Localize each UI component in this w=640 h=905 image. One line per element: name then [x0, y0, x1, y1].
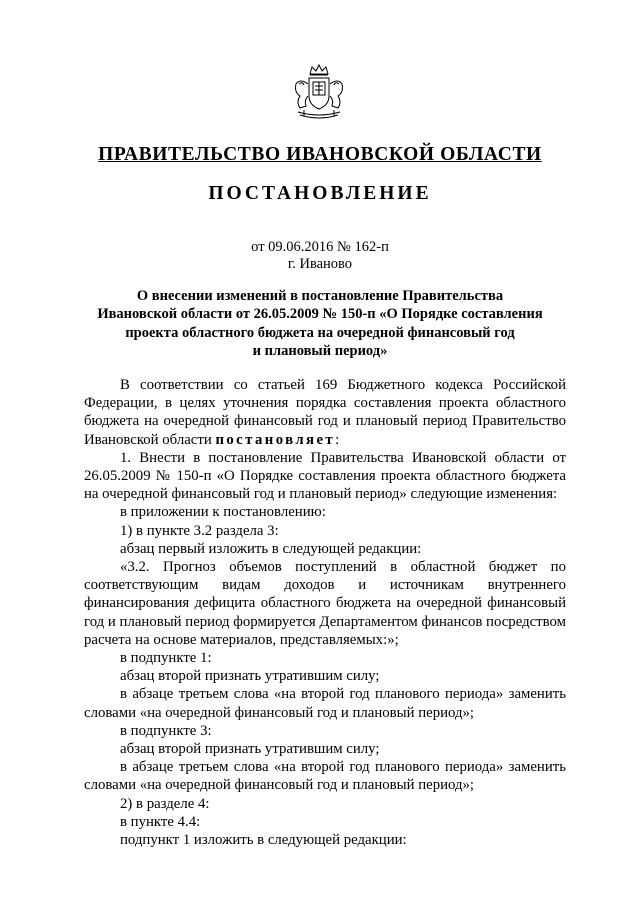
heading-line: проекта областного бюджета на очередной финансовый год [125, 324, 515, 341]
body-paragraph: 1. Внести в постановление Правительства Ивановской области от 26.05.2009 № 150-п «О Порядке составления проекта областного бюджета на очередной финансовый год и плановый период» следующие изменения: [84, 449, 566, 503]
preamble-paragraph [84, 376, 566, 449]
body-paragraph: 2) в разделе 4: [120, 795, 210, 812]
document-type-title: ПОСТАНОВЛЕНИЕ [208, 183, 432, 204]
body-paragraph: «3.2. Прогноз объемов поступлений в областной бюджет по соответствующим видам доходов и источникам внутреннего финансирования дефицита областного бюджета на очередной финансовый год и плановый период формируется Департаментом финансов посредством расчета на основе материалов, представляемых:»; [84, 559, 566, 648]
body-paragraph: в подпункте 3: [120, 722, 212, 739]
date-number-line: от 09.06.2016 № 162-п [251, 239, 389, 255]
body-paragraph: в пункте 4.4: [120, 813, 201, 830]
body-paragraph: абзац первый изложить в следующей редакции: [120, 540, 422, 557]
document-heading [96, 287, 544, 360]
heading-line: О внесении изменений в постановление Правительства [136, 288, 504, 304]
document-body [84, 376, 566, 849]
preamble-text: В соответствии со статьей 169 Бюджетного кодекса Российской Федерации, в целях уточнения порядка составления проекта областного бюджета на очередной финансовый год и плановый период Правительство Ивановской области [84, 377, 566, 448]
preamble-colon: : [335, 431, 340, 448]
coat-of-arms-emblem [290, 62, 348, 122]
body-paragraph: 1) в пункте 3.2 раздела 3: [120, 522, 279, 539]
heading-line: и плановый период» [252, 342, 388, 359]
body-paragraph: абзац второй признать утратившим силу; [120, 741, 380, 758]
body-paragraph: подпункт 1 изложить в следующей редакции: [120, 832, 407, 849]
government-title: ПРАВИТЕЛЬСТВО ИВАНОВСКОЙ ОБЛАСТИ [98, 144, 542, 165]
body-paragraph: в абзаце третьем слова «на второй год планового периода» заменить словами «на очередной финансовый год и плановый период»; [84, 686, 566, 721]
city-line: г. Иваново [287, 256, 353, 272]
body-paragraph: в подпункте 1: [120, 650, 212, 667]
heading-line: Ивановской области от 26.05.2009 № 150-п «О Порядке составления [97, 306, 543, 323]
decree-word: постановляет [215, 431, 336, 448]
body-paragraph: абзац второй признать утратившим силу; [120, 668, 380, 685]
body-paragraph: в приложении к постановлению: [120, 504, 326, 521]
body-paragraph: в абзаце третьем слова «на второй год планового периода» заменить словами «на очередной финансовый год и плановый период»; [84, 759, 566, 794]
